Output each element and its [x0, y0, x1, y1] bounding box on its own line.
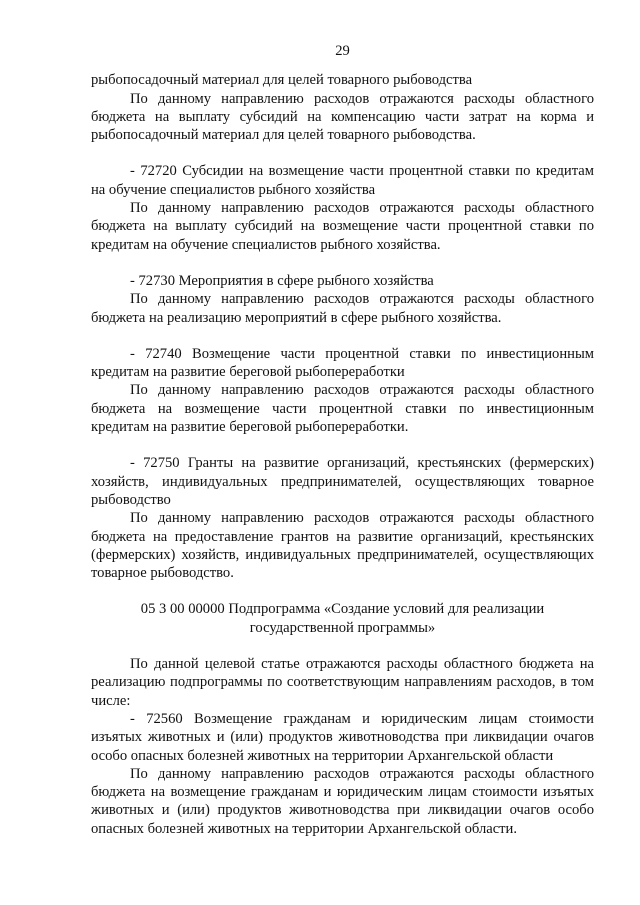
paragraph: По данному направлению расходов отражаются расходы областного бюджета на реализацию мероприятий в сфере рыбного хозяйства. [91, 291, 594, 326]
paragraph: - 72740 Возмещение части процентной ставки по инвестиционным кредитам на развитие береговой рыбопереработки [91, 345, 594, 381]
paragraph: По данному направлению расходов отражаются расходы областного бюджета на выплату субсидий на компенсацию части затрат на корма и рыбопосадочный материал для целей товарного рыбоводства. [91, 90, 594, 144]
paragraph-gap [91, 144, 594, 162]
paragraph-gap [91, 436, 594, 454]
paragraph: По данному направлению расходов отражаются расходы областного бюджета на предоставление грантов на развитие организаций, крестьянских (фермерских) хозяйств, индивидуальных предпринимателей, осуществляющих товарное рыбоводство. [91, 510, 594, 582]
paragraph-gap [91, 327, 594, 345]
paragraph-gap [91, 254, 594, 272]
paragraph: рыбопосадочный материал для целей товарного рыбоводства [91, 72, 473, 89]
paragraph: - 72730 Мероприятия в сфере рыбного хозяйства [130, 272, 434, 289]
paragraph: - 72750 Гранты на развитие организаций, крестьянских (фермерских) хозяйств, индивидуальных предпринимателей, осуществляющих товарное рыбоводство [91, 455, 594, 508]
document-body [91, 71, 594, 838]
paragraph: По данной целевой статье отражаются расходы областного бюджета на реализацию подпрограммы по соответствующим направлениям расходов, в том числе: [91, 656, 594, 709]
paragraph: По данному направлению расходов отражаются расходы областного бюджета на возмещение гражданам и юридическим лицам стоимости изъятых животных и (или) продуктов животноводства при ликвидации очагов особо опасных болезней животных на территории Архангельской области. [91, 765, 594, 837]
paragraph: - 72560 Возмещение гражданам и юридическим лицам стоимости изъятых животных и (или) продуктов животноводства при ликвидации очагов особо опасных болезней животных на территории Архангельской области [91, 710, 594, 764]
section-heading: 05 3 00 00000 Подпрограмма «Создание условий для реализации государственной программы» [140, 601, 545, 636]
paragraph-gap [91, 582, 594, 600]
paragraph: - 72720 Субсидии на возмещение части процентной ставки по кредитам на обучение специалистов рыбного хозяйства [91, 163, 594, 198]
paragraph: По данному направлению расходов отражаются расходы областного бюджета на выплату субсидий на возмещение части процентной ставки по кредитам на обучение специалистов рыбного хозяйства. [91, 200, 594, 253]
paragraph: По данному направлению расходов отражаются расходы областного бюджета на возмещение части процентной ставки по инвестиционным кредитам на развитие береговой рыбопереработки. [91, 382, 594, 436]
page-number: 29 [335, 43, 350, 59]
paragraph-gap [91, 637, 594, 655]
